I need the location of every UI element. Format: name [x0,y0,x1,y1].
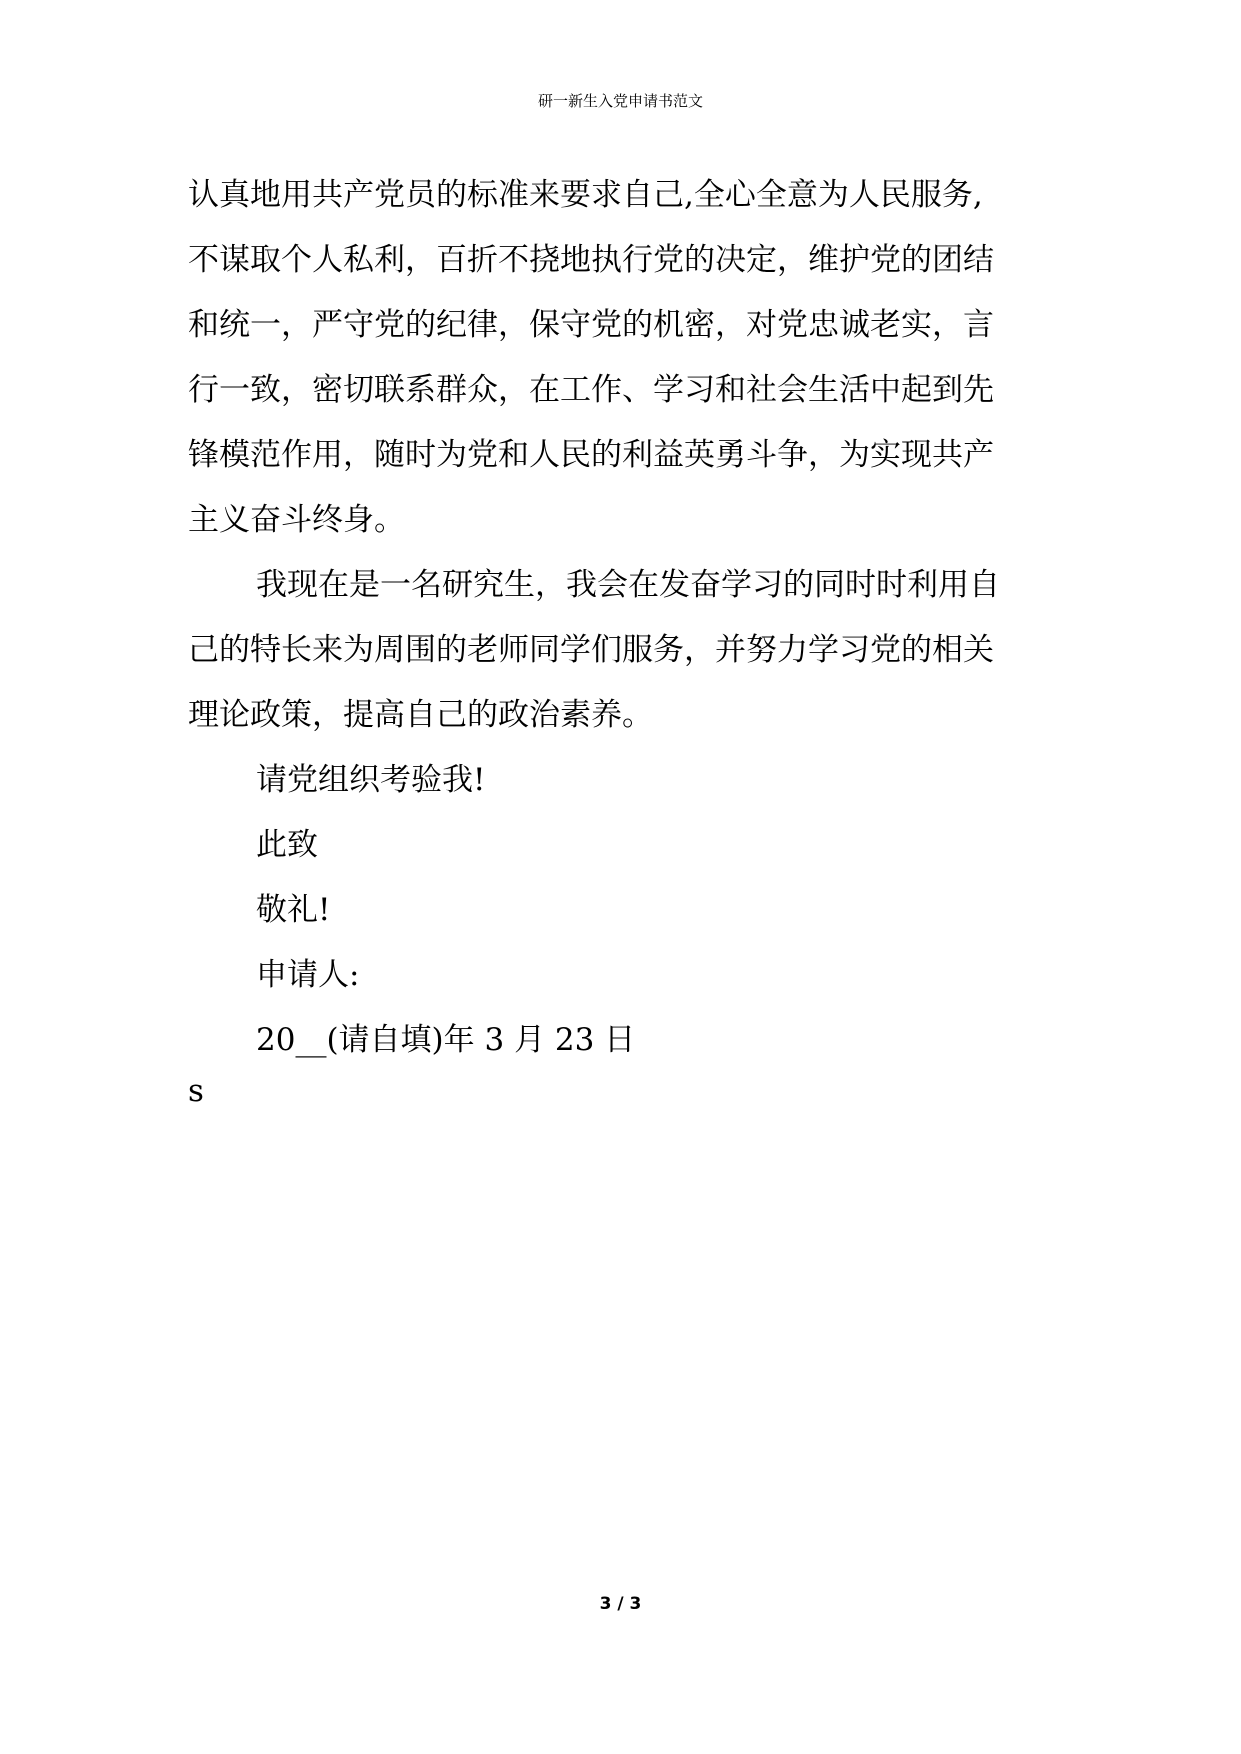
body-line: 不谋取个人私利，百折不挠地执行党的决定，维护党的团结 [188,242,994,278]
trailing-text: s [188,1073,204,1109]
applicant-label: 申请人: [256,957,360,993]
salutation-line: 此致 [256,827,318,863]
body-line: 主义奋斗终身。 [188,502,405,538]
body-line: 行一致，密切联系群众，在工作、学习和社会生活中起到先 [188,372,994,408]
body-line: 我现在是一名研究生，我会在发奋学习的同时时利用自 [256,567,1000,603]
body-line: 认真地用共产党员的标准来要求自己,全心全意为人民服务, [188,177,983,213]
salutation-respect: 敬礼! [256,892,331,928]
body-line: 锋模范作用，随时为党和人民的利益英勇斗争，为实现共产 [188,437,994,473]
closing-request: 请党组织考验我! [256,762,486,798]
document-body [188,163,1088,1073]
document-header-title: 研一新生入党申请书范文 [537,92,703,110]
date-line: 20__(请自填)年 3 月 23 日 [256,1022,636,1058]
body-line: 理论政策，提高自己的政治素养。 [188,697,653,733]
body-line: 己的特长来为周围的老师同学们服务，并努力学习党的相关 [188,632,994,668]
body-line: 和统一，严守党的纪律，保守党的机密，对党忠诚老实，言 [188,307,994,343]
page-number: 3 / 3 [599,1594,642,1614]
